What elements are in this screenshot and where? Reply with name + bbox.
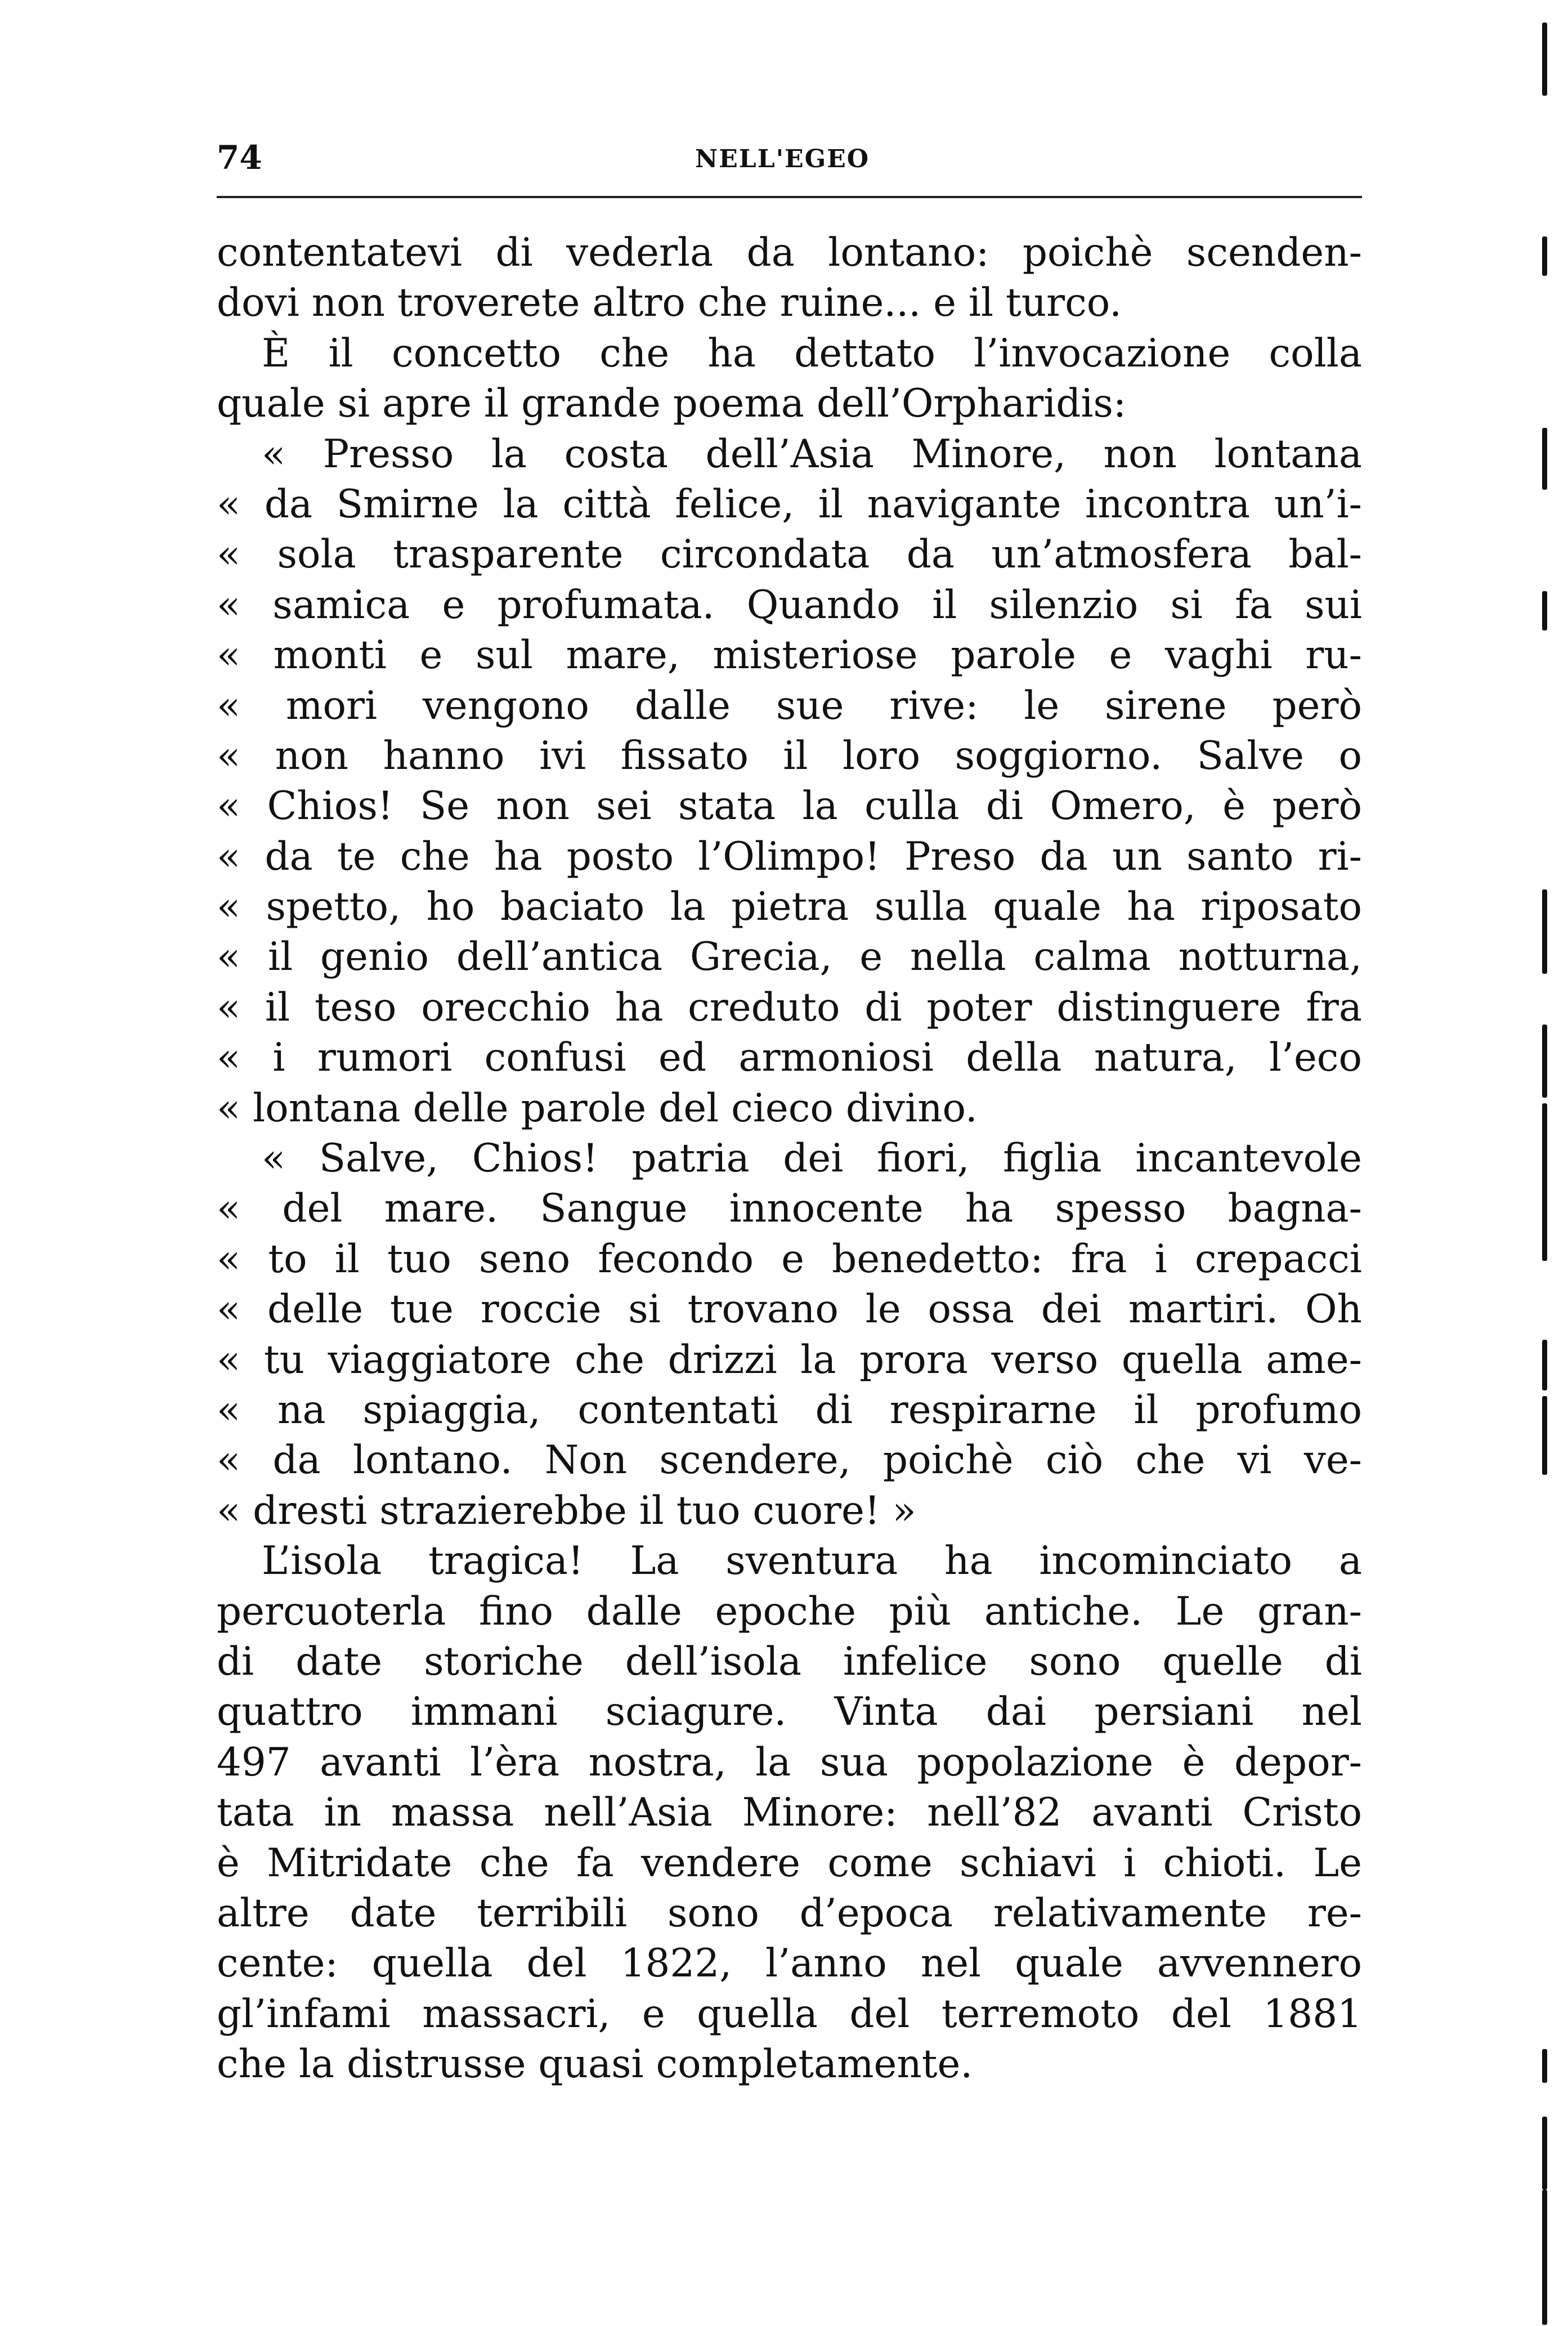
- text-line: è Mitridate che fa vendere come schiavi i chioti. Le: [217, 1840, 1362, 1886]
- text-line: « monti e sul mare, misteriose parole e vaghi ru-: [217, 633, 1362, 678]
- text-line: « lontana delle parole del cieco divino.: [217, 1085, 978, 1131]
- text-line: « da te che ha posto l’Olimpo! Preso da un santo ri-: [217, 834, 1362, 879]
- text-line: cente: quella del 1822, l’anno nel quale avvennero: [217, 1941, 1362, 1987]
- page-header: [217, 132, 1370, 186]
- edge-mark: [1542, 1340, 1547, 1390]
- edge-mark: [1542, 1396, 1547, 1475]
- edge-mark: [1542, 236, 1547, 276]
- text-line: L’isola tragica! La sventura ha incominciato a: [262, 1538, 1362, 1584]
- text-line: gl’infami massacri, e quella del terremoto del 1881: [217, 1991, 1362, 2037]
- text-line: « mori vengono dalle sue rive: le sirene però: [217, 683, 1362, 728]
- text-line: tata in massa nell’Asia Minore: nell’82 avanti Cristo: [217, 1790, 1362, 1836]
- text-line: « il genio dell’antica Grecia, e nella calma notturna,: [217, 934, 1362, 980]
- body-text: [217, 228, 1362, 2090]
- text-line: contentatevi di vederla da lontano: poichè scenden-: [217, 230, 1362, 275]
- header-rule: [217, 196, 1362, 198]
- text-line: dovi non troverete altro che ruine... e il turco.: [217, 280, 1122, 326]
- text-line: di date storiche dell’isola infelice sono quelle di: [217, 1639, 1362, 1684]
- edge-mark: [1542, 2049, 1547, 2083]
- text-line: « da lontano. Non scendere, poichè ciò che vi ve-: [217, 1438, 1362, 1483]
- text-line: « da Smirne la città felice, il navigante incontra un’i-: [217, 481, 1362, 527]
- running-title: NELL'EGEO: [695, 145, 870, 173]
- edge-mark: [1542, 2117, 1547, 2190]
- text-line: « sola trasparente circondata da un’atmosfera bal-: [217, 532, 1362, 578]
- text-line: quale si apre il grande poema dell’Orpharidis:: [217, 381, 1127, 427]
- text-line: « samica e profumata. Quando il silenzio si fa sui: [217, 582, 1362, 628]
- edge-mark: [1542, 23, 1547, 96]
- text-line: altre date terribili sono d’epoca relativamente re-: [217, 1890, 1362, 1936]
- edge-mark: [1542, 2190, 1547, 2325]
- text-line: È il concetto che ha dettato l’invocazione colla: [262, 330, 1362, 376]
- text-line: « na spiaggia, contentati di respirarne il profumo: [217, 1387, 1362, 1433]
- text-line: « to il tuo seno fecondo e benedetto: fra i crepacci: [217, 1236, 1362, 1282]
- edge-mark: [1542, 591, 1547, 630]
- text-line: percuoterla fino dalle epoche più antiche. Le gran-: [217, 1589, 1362, 1634]
- text-line: « tu viaggiatore che drizzi la prora verso quella ame-: [217, 1337, 1362, 1383]
- text-line: « Presso la costa dell’Asia Minore, non lontana: [262, 431, 1362, 477]
- text-line: 497 avanti l’èra nostra, la sua popolazione è depor-: [217, 1739, 1362, 1785]
- text-line: che la distrusse quasi completamente.: [217, 2042, 973, 2087]
- text-line: « non hanno ivi fissato il loro soggiorno. Salve o: [217, 733, 1362, 779]
- edge-mark: [1542, 428, 1547, 490]
- text-line: « Chios! Se non sei stata la culla di Omero, è però: [217, 784, 1362, 829]
- text-line: « del mare. Sangue innocente ha spesso bagna-: [217, 1186, 1362, 1232]
- text-line: « i rumori confusi ed armoniosi della natura, l’eco: [217, 1035, 1362, 1081]
- text-line: « spetto, ho baciato la pietra sulla quale ha riposato: [217, 884, 1362, 930]
- edge-mark: [1542, 1025, 1547, 1098]
- text-line: « il teso orecchio ha creduto di poter distinguere fra: [217, 985, 1362, 1030]
- text-line: « delle tue roccie si trovano le ossa dei martiri. Oh: [217, 1287, 1362, 1332]
- text-line: « Salve, Chios! patria dei fiori, figlia incantevole: [262, 1136, 1362, 1182]
- edge-mark: [1542, 1103, 1547, 1261]
- page-number: 74: [217, 138, 262, 177]
- text-line: « dresti strazierebbe il tuo cuore! »: [217, 1488, 916, 1533]
- text-line: quattro immani sciagure. Vinta dai persiani nel: [217, 1689, 1362, 1735]
- binding-edge-marks: [1542, 0, 1568, 2326]
- edge-mark: [1542, 889, 1547, 974]
